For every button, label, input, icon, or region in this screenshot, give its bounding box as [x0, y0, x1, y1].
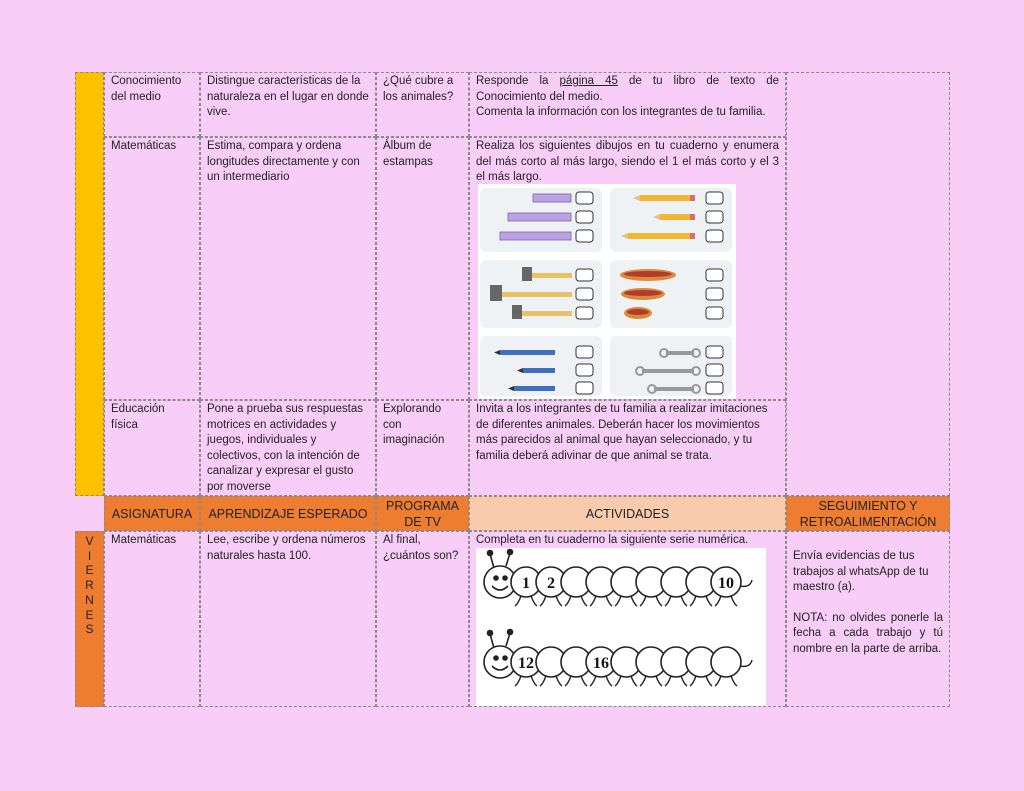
day-letter: R — [85, 578, 94, 593]
followup-cell-top — [786, 72, 950, 496]
day-letter: I — [87, 548, 92, 563]
caterpillar-number-series-image — [476, 548, 766, 706]
row4-program — [376, 531, 469, 707]
caterpillar-segment — [711, 647, 741, 686]
length-comparison-drawing — [478, 184, 736, 399]
series-number: 10 — [718, 575, 734, 592]
day-letter: E — [85, 563, 94, 578]
caterpillar-tail — [740, 580, 752, 586]
header-program: PROGRAMA DE TV — [376, 496, 469, 531]
followup-text: Envía evidencias de tus trabajos al whatsApp de tu maestro (a). — [793, 550, 929, 593]
activity-text: de tu libro de texto de Conocimiento del medio. — [476, 75, 779, 103]
row3-program — [376, 400, 469, 496]
subject-text: Educación física — [111, 403, 165, 431]
row3-subject — [104, 400, 200, 496]
day-letter: V — [85, 534, 94, 548]
caterpillar-head — [484, 630, 516, 679]
day-label-viernes — [75, 534, 104, 637]
row2-program — [376, 137, 469, 400]
activity-text: Invita a los integrantes de tu familia a realizar imitaciones de diferentes animales. Deberán hacer los movimientos más parecidos al animal que hayan seleccionado, y tu familia deberá adivinar de que animal se trata. — [476, 403, 768, 462]
row3-activity — [469, 400, 786, 496]
caterpillar-drawing — [476, 548, 766, 706]
learning-text: Estima, compara y ordena longitudes directamente y con un intermediario — [207, 140, 360, 183]
row3-learning — [200, 400, 376, 496]
row1-subject — [104, 72, 200, 137]
activity-text: Realiza los siguientes dibujos en tu cuaderno y enumera del más corto al más largo, siendo el 1 el más corto y el 3 el más largo. — [476, 140, 779, 183]
row1-learning — [200, 72, 376, 137]
day-letter: E — [85, 607, 94, 622]
row1-activity — [469, 72, 786, 137]
activity-text: Comenta la información con los integrantes de tu familia. — [476, 106, 766, 118]
header-followup: SEGUIMIENTO Y RETROALIMENTACIÓN — [786, 496, 950, 531]
caterpillar-tail — [740, 660, 752, 666]
caterpillar-head — [484, 550, 516, 599]
day-letter: S — [85, 622, 94, 637]
activity-text: Completa en tu cuaderno la siguiente serie numérica. — [476, 534, 749, 546]
header-subject: ASIGNATURA — [104, 496, 200, 531]
row1-program — [376, 72, 469, 137]
row4-learning — [200, 531, 376, 707]
row4-followup — [786, 531, 950, 707]
header-learning: APRENDIZAJE ESPERADO — [200, 496, 376, 531]
length-comparison-image — [478, 184, 736, 399]
program-text: Álbum de estampas — [383, 140, 433, 168]
program-text: Al final, ¿cuántos son? — [383, 534, 459, 562]
series-number: 12 — [518, 655, 534, 672]
row4-subject — [104, 531, 200, 707]
caterpillar-segment — [711, 567, 741, 606]
row2-subject — [104, 137, 200, 400]
series-number: 2 — [547, 575, 555, 592]
row2-learning — [200, 137, 376, 400]
series-number: 16 — [593, 655, 609, 672]
learning-text: Pone a prueba sus respuestas motrices en actividades y juegos, individuales y colectivos, con la intención de canalizar y expresar el gusto por moverse — [207, 403, 363, 493]
day-letter: N — [85, 592, 94, 607]
series-number: 1 — [522, 575, 530, 592]
subject-text: Matemáticas — [111, 140, 177, 152]
page-link[interactable]: página 45 — [559, 75, 618, 87]
learning-text: Distingue características de la naturaleza en el lugar en donde vive. — [207, 75, 369, 118]
subject-text: Conocimiento del medio — [111, 75, 182, 103]
learning-text: Lee, escribe y ordena números naturales hasta 100. — [207, 534, 366, 562]
header-activities: ACTIVIDADES — [469, 496, 786, 531]
followup-note: NOTA: no olvides ponerle la fecha a cada trabajo y tú nombre en la parte de arriba. — [793, 611, 943, 655]
program-text: Explorando con imaginación — [383, 403, 445, 446]
subject-text: Matemáticas — [111, 534, 177, 546]
day-bar-top — [75, 72, 104, 496]
activity-text: Responde la — [476, 75, 560, 87]
program-text: ¿Qué cubre a los animales? — [383, 75, 454, 103]
